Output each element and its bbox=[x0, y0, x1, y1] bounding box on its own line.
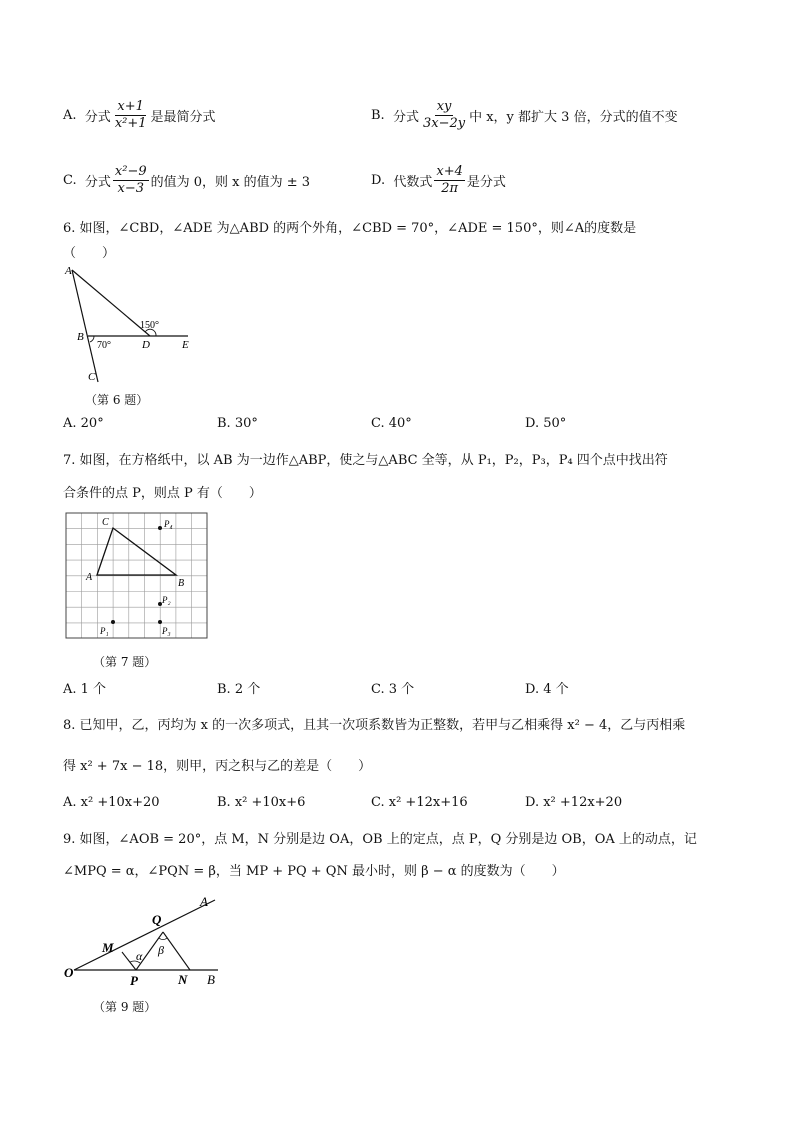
q5-option-d bbox=[371, 165, 506, 195]
triangle-abc bbox=[97, 528, 176, 575]
label-alpha: α bbox=[136, 949, 143, 963]
q6-option-c: C. 40° bbox=[371, 416, 412, 431]
q5-option-c bbox=[63, 165, 310, 195]
denominator: x−3 bbox=[117, 180, 145, 196]
option-text: 分式 bbox=[84, 109, 111, 125]
q6-option-a: A. 20° bbox=[63, 416, 104, 431]
q7-grid-figure bbox=[65, 512, 209, 640]
label-p2: P₂ bbox=[162, 595, 171, 605]
fraction bbox=[421, 100, 467, 130]
denominator: 3x−2y bbox=[422, 115, 466, 131]
point-p1 bbox=[111, 620, 115, 624]
q7-option-a: A. 1 个 bbox=[63, 682, 107, 697]
label-b: B bbox=[207, 972, 215, 987]
option-text: 代数式 bbox=[393, 174, 433, 190]
q6-stem: 6. 如图，∠CBD，∠ADE 为△ABD 的两个外角，∠CBD = 70°，∠ADE = 150°，则∠A的度数是 bbox=[63, 221, 637, 236]
q6-option-b: B. 30° bbox=[217, 416, 258, 431]
option-text: 分式 bbox=[84, 174, 111, 190]
numerator: x+4 bbox=[436, 164, 463, 179]
q8-option-d: D. x² +12x+20 bbox=[525, 795, 623, 810]
fraction bbox=[434, 165, 465, 195]
option-letter: A. bbox=[63, 107, 77, 123]
label-a: A bbox=[86, 572, 93, 583]
q9-figure bbox=[60, 888, 230, 993]
label-beta: β bbox=[158, 943, 164, 957]
angle-label-70: 70° bbox=[97, 340, 111, 351]
q6-caption: （第 6 题） bbox=[85, 393, 149, 407]
q9-caption: （第 9 题） bbox=[93, 1000, 157, 1014]
label-a: A bbox=[200, 894, 208, 909]
label-p1: P₁ bbox=[100, 626, 109, 636]
option-text: 是最简分式 bbox=[150, 109, 216, 125]
label-p4: P₄ bbox=[164, 519, 173, 529]
angle-arc-b bbox=[90, 336, 94, 342]
label-b: B bbox=[77, 331, 84, 343]
q9-stem-line2: ∠MPQ = α，∠PQN = β，当 MP + PQ + QN 最小时，则 β − α 的度数为（ ） bbox=[63, 864, 565, 879]
point-p3 bbox=[158, 620, 162, 624]
q7-caption: （第 7 题） bbox=[93, 655, 157, 669]
option-text: 中 x，y 都扩大 3 倍，分式的值不变 bbox=[469, 109, 678, 125]
q7-option-c: C. 3 个 bbox=[371, 682, 415, 697]
q7-stem-line2: 合条件的点 P，则点 P 有（ ） bbox=[63, 486, 262, 501]
ray-oa bbox=[74, 900, 215, 970]
q6-figure bbox=[60, 262, 200, 387]
fraction bbox=[113, 100, 149, 130]
q5-option-a bbox=[63, 100, 216, 130]
label-a: A bbox=[65, 265, 72, 277]
point-p4 bbox=[158, 526, 162, 530]
angle-label-150: 150° bbox=[140, 320, 159, 331]
label-e: E bbox=[182, 339, 189, 351]
q8-stem-line2: 得 x² + 7x − 18，则甲，丙之积与乙的差是（ ） bbox=[63, 759, 372, 774]
denominator: 2π bbox=[441, 180, 459, 196]
q7-stem-line1: 7. 如图，在方格纸中，以 AB 为一边作△ABP，使之与△ABC 全等，从 P₁，P₂，P₃，P₄ 四个点中找出符 bbox=[63, 453, 668, 468]
numerator: xy bbox=[436, 99, 452, 114]
fraction bbox=[113, 165, 149, 195]
numerator: x+1 bbox=[117, 99, 144, 114]
label-q: Q bbox=[152, 912, 162, 927]
option-letter: C. bbox=[63, 172, 77, 188]
label-d: D bbox=[142, 339, 150, 351]
label-b: B bbox=[178, 578, 185, 589]
denominator: x²+1 bbox=[114, 115, 147, 131]
label-p: P bbox=[130, 973, 138, 988]
q8-stem-line1: 8. 已知甲，乙，丙均为 x 的一次多项式，且其一次项系数皆为正整数，若甲与乙相乘得 x² − 4，乙与丙相乘 bbox=[63, 718, 686, 733]
q7-option-d: D. 4 个 bbox=[525, 682, 569, 697]
q8-option-a: A. x² +10x+20 bbox=[63, 795, 160, 810]
line-ac bbox=[72, 270, 98, 382]
q7-option-b: B. 2 个 bbox=[217, 682, 261, 697]
option-letter: D. bbox=[371, 172, 386, 188]
label-m: M bbox=[102, 940, 114, 955]
q6-paren: （ ） bbox=[63, 246, 116, 261]
label-c: C bbox=[88, 371, 96, 383]
label-c: C bbox=[102, 517, 109, 528]
beta-arc bbox=[159, 938, 167, 940]
label-p3: P₃ bbox=[162, 626, 171, 636]
label-o: O bbox=[64, 965, 74, 980]
option-letter: B. bbox=[371, 107, 385, 123]
q8-option-c: C. x² +12x+16 bbox=[371, 795, 468, 810]
segment-qn bbox=[163, 932, 190, 970]
option-text: 的值为 0，则 x 的值为 ± 3 bbox=[150, 174, 311, 190]
q6-option-d: D. 50° bbox=[525, 416, 567, 431]
q8-option-b: B. x² +10x+6 bbox=[217, 795, 306, 810]
line-ad bbox=[72, 270, 150, 336]
option-text: 分式 bbox=[392, 109, 419, 125]
option-text: 是分式 bbox=[466, 174, 506, 190]
q9-stem-line1: 9. 如图，∠AOB = 20°，点 M，N 分别是边 OA，OB 上的定点，点 P，Q 分别是边 OB，OA 上的动点，记 bbox=[63, 832, 697, 847]
label-n: N bbox=[178, 972, 188, 987]
numerator: x²−9 bbox=[114, 164, 147, 179]
q5-option-b bbox=[371, 100, 678, 130]
